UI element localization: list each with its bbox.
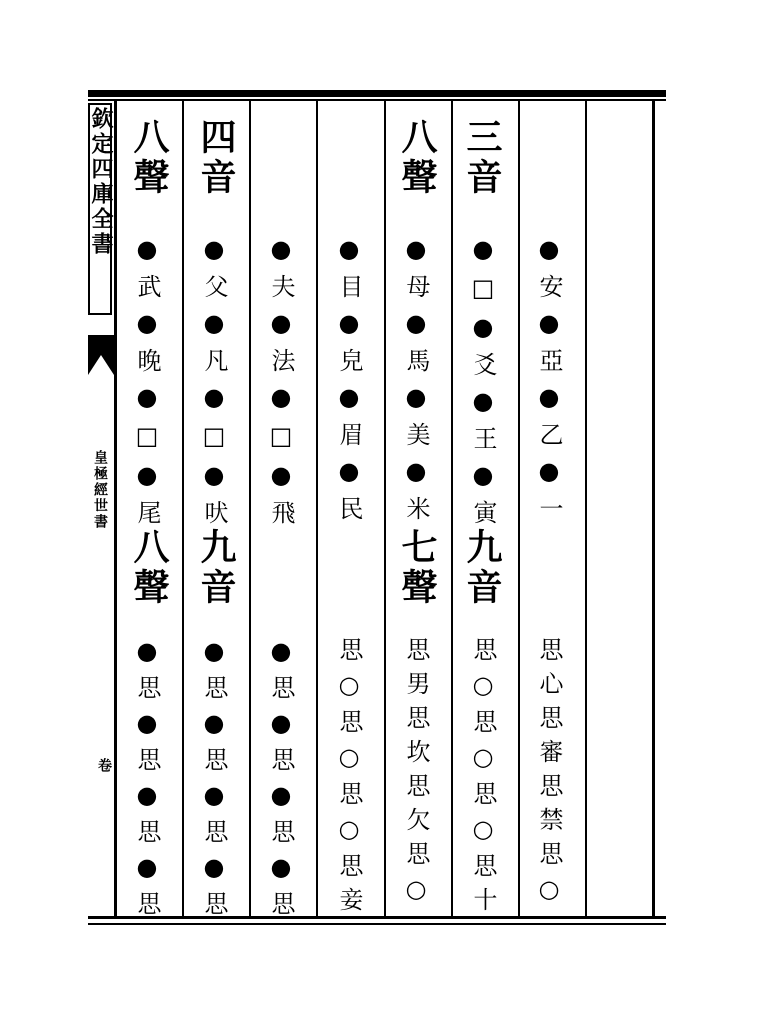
rhyme-column-lower: 思心思審思禁思○ [535, 637, 563, 913]
column-divider [451, 101, 453, 916]
rhyme-column-upper: ●父●凡●□●吠 [200, 235, 228, 535]
rhyme-column-lower: 思男思坎思欠思○ [402, 637, 430, 913]
column-divider [384, 101, 386, 916]
book-title: 皇極經世書 [92, 450, 108, 530]
fishtail-mark-icon [88, 335, 114, 375]
rhyme-column-lower: 思○思○思○思十 [469, 637, 497, 921]
column-divider [316, 101, 318, 916]
margin-title: 欽定四庫全書 [88, 107, 114, 257]
upper-heading: 三音 [461, 118, 503, 198]
page-number: 卷 [96, 758, 112, 772]
lower-heading: 九音 [195, 528, 237, 608]
lower-heading: 八聲 [128, 528, 170, 608]
rhyme-column-lower: 思○思○思○思妾 [335, 637, 363, 921]
lower-heading: 九音 [461, 528, 503, 608]
rhyme-column-upper: ●母●馬●美●米 [402, 235, 430, 531]
upper-heading: 四音 [195, 118, 237, 198]
rhyme-column-upper: ●安●亞●乙●一 [535, 235, 563, 531]
column-divider [182, 101, 184, 916]
frame-left-line [114, 101, 117, 916]
rhyme-column-lower: ●思●思●思●思 [133, 637, 161, 925]
rhyme-column-upper: ●目●皃●眉●民 [335, 235, 363, 531]
margin-title-box [88, 103, 112, 315]
upper-heading: 八聲 [396, 118, 438, 198]
rhyme-column-lower: ●思●思●思●思 [200, 637, 228, 925]
top-border-inner [88, 99, 666, 101]
rhyme-column-lower: ●思●思●思●思 [267, 637, 295, 925]
bottom-border [88, 916, 666, 919]
rhyme-column-upper: ●武●晚●□●尾 [133, 235, 161, 535]
rhyme-column-upper: ●□●爻●王●寅 [469, 235, 497, 535]
rhyme-column-upper: ●夫●法●□●飛 [267, 235, 295, 535]
column-divider [249, 101, 251, 916]
lower-heading: 七聲 [396, 528, 438, 608]
bottom-border-inner [88, 923, 666, 925]
top-border [88, 90, 666, 97]
frame-right-line [652, 101, 655, 916]
column-divider [585, 101, 587, 916]
column-divider [518, 101, 520, 916]
upper-heading: 八聲 [128, 118, 170, 198]
